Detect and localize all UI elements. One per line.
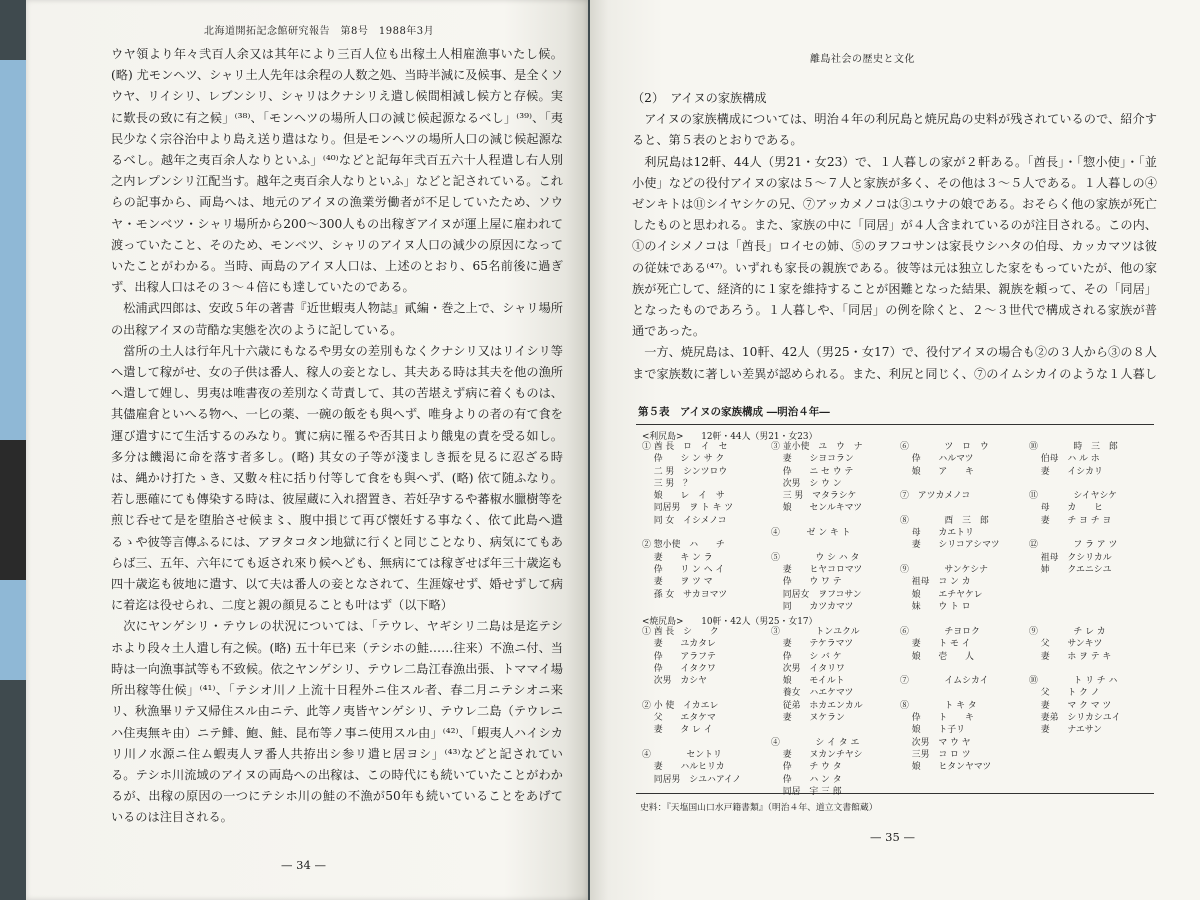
table-cell: ⑦ イムシカイ	[900, 676, 989, 687]
rishiri-heading: <利尻島> 12軒・44人（男21・女23）	[642, 432, 818, 442]
table-cell	[900, 502, 1021, 514]
section-title: （2） アイヌの家族構成	[632, 91, 767, 105]
table-cell	[1029, 749, 1150, 761]
table-cell: ⑨ サンケシナ	[900, 564, 988, 575]
table-source: 史料：『天塩国山口水戸籍書類』（明治４年、道立文書館蔵）	[640, 803, 878, 813]
table-cell: 三男 コ ロ ツ	[900, 749, 971, 760]
table-cell: 伜 ト キ	[900, 713, 974, 724]
table-cell: 妻 ハルヒリカ	[642, 762, 725, 773]
table-cell: 伜 シ バ ケ	[771, 651, 842, 662]
table-cell: 妻 ホ ヲ テ キ	[1029, 651, 1112, 662]
table-cell	[642, 601, 763, 613]
page-number-right: — 35 —	[870, 830, 915, 844]
left-running-head: 北海道開拓記念館研究報告 第8号 1988年3月	[204, 26, 435, 37]
right-page	[590, 0, 1200, 900]
table-cell: 娘 ヒタンヤマツ	[900, 762, 992, 773]
table-cell: ⑩ 時 三 郎	[1029, 442, 1118, 452]
table-cell: 妻 タ レ イ	[642, 725, 713, 736]
table-cell: 同居女 ヲフコサン	[771, 589, 862, 600]
table-cell: 次男 シ ウ ン	[771, 478, 842, 489]
table-cell: ② 小 使 イカエレ	[642, 700, 719, 711]
table-cell: 伜 リ ン ヘ イ	[642, 564, 725, 575]
paragraph: 次にヤンゲシリ・テウレの状況については、「テウレ、ヤギシリ二島は是迄テシホより段々土人遣し有之候。(略) 五十年已来（テシホの鮭……往来）不漁ニ付、当時は一向漁事試等も不致候。依之ヤンゲシリ、テウレ二島江春漁出張、トママイ場所出稼等仕候」⁽⁴¹⁾、「テシオ川ノ上流十日程外ニ住スル者、春二月ニテシオニ来リ、秋漁畢リテ又帰住スル由ニテ、此等ノ夷皆ヤンゲシリ、テウレ二島（テウレニハ住夷無キ由）ニテ鯡、鮑、鮭、昆布等ノ事ニ使用スル由」⁽⁴²⁾、「蝦夷人ハイシカリ川ノ水源ニ住ム蝦夷人ヲ番人共拵出シ参リ遣ヒ居ヨシ」⁽⁴³⁾などと記されている。テシホ川流域のアイヌの両島への出稼は、この時代にも続いていたことがわかるが、出稼の原因の一つにテシホ川の鮭の不漁が50年も続いていることをあげているのは注目される。	[111, 619, 563, 825]
table-cell: 次男 マ ウ ヤ	[900, 737, 971, 748]
table-cell: 伯母 ハ ル ホ	[1029, 454, 1100, 465]
table-cell: 妻 シリコアシマツ	[900, 540, 1000, 551]
table-cell: 妻 キ ン ラ	[642, 552, 713, 563]
table-cell	[900, 786, 1021, 798]
table-cell: ⑧ 酉 三 郎	[900, 515, 989, 526]
table-cell: 父 サンキツ	[1029, 639, 1103, 650]
yagishiri-family-table	[642, 626, 1150, 798]
table-cell: 伜 ニ セ ウ テ	[771, 466, 854, 477]
table-cell: 三 男 マタラシケ	[771, 491, 857, 502]
table-cell: 姉 クエニシユ	[1029, 564, 1112, 575]
table-cell: 次男 イタリワ	[771, 663, 845, 674]
table-cell: 孫 女 サカヨマツ	[642, 589, 728, 600]
right-running-head: 離島社会の歴史と文化	[810, 54, 915, 65]
table-title: 第５表 アイヌの家族構成 ―明治４年―	[638, 406, 830, 418]
table-cell: ⑥ ツ ロ ウ	[900, 442, 989, 452]
table-cell: ④ ゼ ン キ ト	[771, 528, 851, 539]
table-cell	[900, 663, 1021, 675]
table-cell: 妻 ト モ イ	[900, 639, 971, 650]
table-cell	[900, 478, 1021, 490]
table-cell: 父 エタケマ	[642, 713, 716, 724]
table-cell: 伜 アラフテ	[642, 651, 716, 662]
table-cell	[642, 527, 763, 539]
table-cell	[642, 687, 763, 699]
table-cell: 伜 チ ウ タ	[771, 762, 842, 773]
table-cell: 祖母 クシリカル	[1029, 552, 1112, 563]
table-cell: ① 酋 長 ロ イ セ	[642, 442, 728, 452]
table-cell: 母 カ ヒ	[1029, 503, 1103, 514]
table-cell	[1029, 478, 1150, 490]
table-cell: 妻 ヌケラン	[771, 713, 845, 724]
book-cover-edge	[0, 60, 26, 680]
table-cell: 養女 ハエケマツ	[771, 688, 854, 699]
table-cell: ⑩ ト リ チ ハ	[1029, 676, 1118, 687]
table-cell: 二 男 シンツロウ	[642, 466, 728, 477]
table-cell: ① 酋 長 シ ク	[642, 627, 719, 637]
right-body-text	[632, 88, 1157, 382]
table-cell: ⑫ フ ラ ア ツ	[1029, 540, 1118, 551]
paragraph: アイヌの家族構成については、明治４年の利尻島と焼尻島の史料が残されているので、紹介すると、第５表のとおりである。	[632, 112, 1157, 148]
table-cell: ⑧ ト キ タ	[900, 700, 977, 711]
rishiri-family-table	[642, 441, 1150, 613]
table-cell	[900, 552, 1021, 564]
table-cell	[1029, 601, 1150, 613]
table-cell	[642, 737, 763, 749]
table-cell: 妻 マ ク マ ツ	[1029, 700, 1112, 711]
table-cell: ② 惣小使 ハ チ	[642, 540, 725, 551]
table-cell: 妹 ウ ト ロ	[900, 601, 971, 612]
table-cell: 同居 宇 三 郎	[771, 786, 842, 797]
table-cell: ④ シ イ タ エ	[771, 737, 860, 748]
table-cell: 伜 ハルマツ	[900, 454, 974, 465]
table-cell: ④ セントリ	[642, 749, 722, 760]
table-cell: 娘 ア キ	[900, 466, 974, 477]
table-cell: 娘 レ イ サ	[642, 491, 725, 502]
table-cell: ③ トンユクル	[771, 627, 860, 637]
paragraph: 松浦武四郎は、安政５年の著書『近世蝦夷人物誌』貳編・巻之上で、シャリ場所の出稼アイヌの苛酷な実態を次のように記している。	[111, 301, 563, 337]
left-body-text	[111, 44, 563, 834]
table-cell: 伜 ハ ン タ	[771, 774, 842, 785]
paragraph: 一方、焼尻島は、10軒、42人（男25・女17）で、役付アイヌの場合も②の３人から③の８人まで家族数に著しい差異が認められる。また、利尻と同じく、⑦のイムシカイのような１人暮し	[632, 345, 1157, 381]
table-cell	[1029, 761, 1150, 773]
table-cell: 妻 ユカタレ	[642, 639, 716, 650]
table-cell	[1029, 589, 1150, 601]
table-cell: 伜 ウ ワ テ	[771, 577, 842, 588]
table-cell	[1029, 774, 1150, 786]
table-cell: 同 カツカマツ	[771, 601, 854, 612]
table-cell	[771, 539, 892, 551]
paragraph: 利尻島は12軒、44人（男21・女23）で、１人暮しの家が２軒ある。「酋長」・「惣小使」・「並小使」などの役付アイヌの家は５〜７人と家族が多く、その他は３〜５人である。１人暮しの④ゼンキトは⑪シイヤシケの兄、⑦アッカメノコは③ユウナの娘である。おそらく他の家族が死亡したものと思われる。また、家族の中に「同居」が４人含まれているのが注目される。この内、①のイシメノコは「酋長」ロイセの姉、⑤のヲフコサンは家長ウシハタの伯母、カッカマツは彼の従妹である⁽⁴⁷⁾。いずれも家長の親族である。彼等は元は独立した家をもっていたが、他の家族が死亡して、経済的に１家を維持することが困難となった結果、親族を頼って、その「同居」となったものであろう。１人暮しや、「同居」の例を除くと、２〜３世代で構成される家族が普通であった。	[632, 154, 1157, 339]
table-cell: 従弟 ホカエンカル	[771, 700, 863, 711]
table-cell	[771, 724, 892, 736]
table-cell: ⑥ チヨロク	[900, 627, 980, 637]
table-cell: 妻 ヒヤコロマツ	[771, 564, 863, 575]
table-cell	[1029, 786, 1150, 798]
table-cell: 娘 エチヤケレ	[900, 589, 983, 600]
table-cell: 娘 センルキマツ	[771, 503, 863, 514]
table-cell: 妻 チ ヨ チ ヨ	[1029, 515, 1112, 526]
table-cell: 祖母 コ ン カ	[900, 577, 971, 588]
table-cell: 伜 シ ン サ ク	[642, 454, 725, 465]
table-cell	[1029, 663, 1150, 675]
paragraph: ウヤ領より年々弐百人余又は其年により三百人位も出稼土人相雇漁事いたし候。(略) 尤モンヘツ、シャリ土人先年は余程の人数之処、当時半減に及候事、是全くソウヤ、リイシリ、レブンシリ、シャリはクナシリえ遣し候間相減し候方と存候。実に歎長の致に有之候」⁽³⁸⁾、「モンヘツの場所人口の減じ候起源なるべし」⁽³⁹⁾、「夷民少なく宗谷治中より島え送り遣はなり。但是モンヘツの場所人口の減じ候起源なるべし。越年之夷百余人なりといふ」⁽⁴⁰⁾などと記毎年弐百五六十人程遣し右人別之内レプンシリ江配当す。越年之夷百余人なりといふ」などと記されている。これらの記事から、両島へは、地元のアイヌの漁業労働者が不足していたため、ソウヤ・モンベツ・シャリ場所から200〜300人もの出稼ぎアイヌが運上屋に雇われて渡っていたこと、そのため、モンベツ、シャリのアイヌ人口の減少の原因になっていたことがわかる。当時、両島のアイヌ人口は、上述のとおり、65名前後に過ぎず、出稼人口はその３〜４倍にも達していたのである。	[111, 47, 563, 295]
quotation: 當所の土人は行年凡十六歳にもなるや男女の差別もなくクナシリ又はリイシリ等へ遣して稼がせ、女の子供は番人、稼人の妾となし、其夫ある時は其夫を他の漁所へ遣して娌し、男夷は唯書夜の差別なく苛責して、其の苦堪えず病に着くものは、其儘雇倉といへる物へ、一匕の薬、一碗の飯をも與へず、唯身よりの者の有て食を運び遣すにて生活するのみなり。實に病に罹るや否其日より餓鬼の責を受る如し。多分は饑渇に命を落す者多し。(略) 其女の子等が淺ましき振を見るに忍ざる時は、縄かけ打たゝき、又數々柱に括り付等して食をも與へず、(略) 依て随ふなり。若し悪確にても傳染する時は、彼屋蔵に入れ摺置き、若妊孕するや蕃椒水臘樹等を煎じ呑せて是を堕胎させ候ま〻、腹中損じて再び懐妊する事なく、依て此島へ遣るゝや彼等言傳ふるには、アヲタコタン地獄に行くと同じことなり、病気にてもあらば三、五年、六年にても返され來り候へども、無病にては稼ぎせば年三十歳迄も四十歳迄も彼地に遣す、以て夫は番人の妾となされて、生涯嫁せず、婚せずして病に着迄は役せられ、二度と親の顔見ることも叶はず（以下略）	[111, 343, 563, 613]
yagishiri-heading: <焼尻島> 10軒・42人（男25・女17）	[642, 617, 818, 627]
table-cell: 妻弟 シリカシユイ	[1029, 713, 1121, 724]
table-cell: 父 ト ク ノ	[1029, 688, 1100, 699]
table-cell: ⑦ アツカメノコ	[900, 491, 971, 502]
table-cell	[1029, 737, 1150, 749]
table-cell	[1029, 576, 1150, 588]
table-cell: 娘 ト子リ	[900, 725, 965, 736]
table-cell: 妻 イシカリ	[1029, 466, 1103, 477]
table-cell: ③ 並小使 ユ ウ ナ	[771, 442, 863, 452]
table-cell: 伜 イタクワ	[642, 663, 716, 674]
page-number-left: — 34 —	[281, 858, 326, 872]
table-cell	[642, 786, 763, 798]
table-cell: 次男 カシヤ	[642, 676, 707, 687]
table-cell: 妻 ナエサン	[1029, 725, 1103, 736]
table-cell: ⑨ チ レ カ	[1029, 627, 1106, 637]
table-cell	[771, 515, 892, 527]
table-cell: 妻 ヌカンチヤシ	[771, 749, 863, 760]
table-cell	[900, 687, 1021, 699]
left-page	[26, 0, 588, 900]
table-cell: 娘 壱 人	[900, 651, 974, 662]
table-cell: 同居男 ヲ ト キ ツ	[642, 503, 734, 514]
table-cell: 娘 モイルト	[771, 676, 845, 687]
table-cell	[900, 774, 1021, 786]
table-cell: 母 カエトリ	[900, 528, 974, 539]
table-cell	[1029, 527, 1150, 539]
table-cell: 妻 シヨコラン	[771, 454, 854, 465]
table-cell: 妻 テケラマツ	[771, 639, 854, 650]
table-cell: ⑤ ウ シ ハ タ	[771, 552, 860, 563]
table-cell: 妻 ヲ ツ マ	[642, 577, 713, 588]
table-cell: ⑪ シイヤシケ	[1029, 491, 1118, 502]
table-cell: 同居男 シユハアイノ	[642, 774, 742, 785]
table-cell: 同 女 イシメノコ	[642, 515, 727, 526]
table-cell: 三 男 ？	[642, 478, 693, 489]
